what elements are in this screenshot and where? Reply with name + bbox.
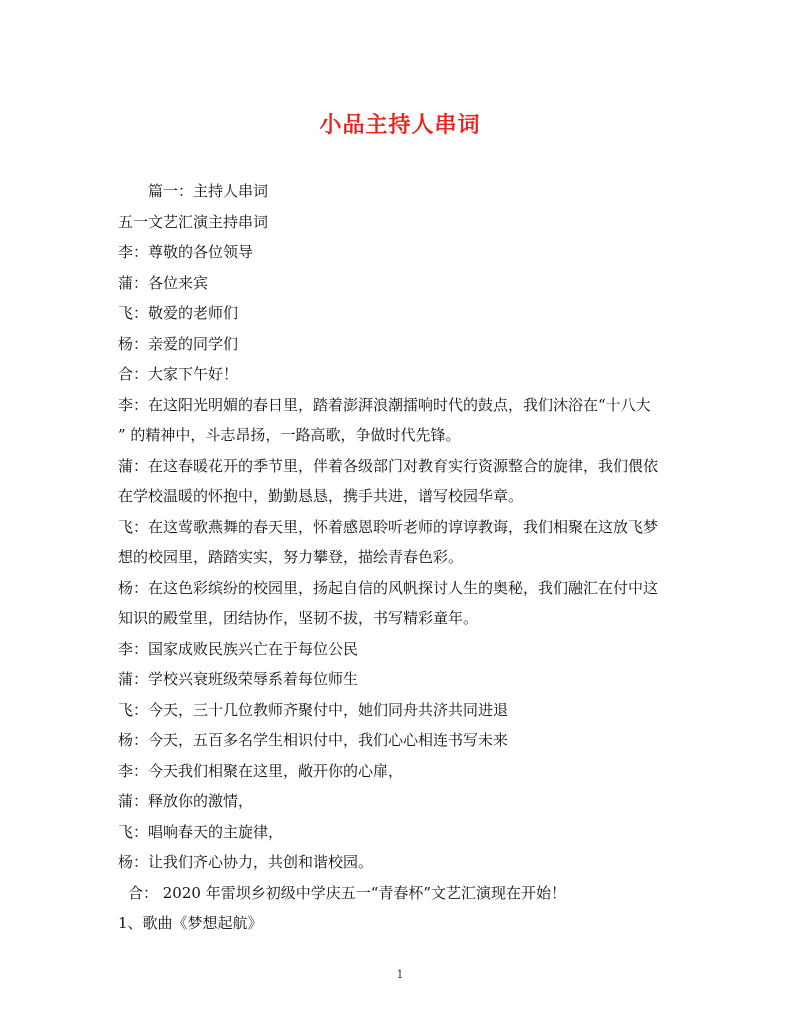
body-line: 飞：在这莺歌燕舞的春天里，怀着感恩聆听老师的谆谆教诲，我们相聚在这放飞梦 [118, 517, 659, 536]
body-line: 飞：今天，三十几位教师齐聚付中，她们同舟共济共同进退 [118, 700, 509, 719]
body-line: 合：大家下午好！ [118, 365, 239, 383]
body-line: 五一文艺汇演主持串词 [118, 212, 269, 231]
body-line: 杨：让我们齐心协力，共创和谐校园。 [118, 853, 374, 871]
page-number: 1 [396, 968, 404, 981]
body-line: 蒲：学校兴衰班级荣辱系着每位师生 [118, 670, 359, 688]
body-line: 杨：亲爱的同学们 [118, 334, 239, 353]
body-line: 蒲：在这春暖花开的季节里，伴着各级部门对教育实行资源整合的旋律，我们偎依 [118, 456, 659, 475]
body-line: ” 的精神中，斗志昂扬，一路高歌，争做时代先锋。 [118, 426, 461, 444]
document-body [118, 176, 693, 939]
body-line: 蒲：各位来宾 [118, 273, 209, 292]
body-line: 飞：敬爱的老师们 [118, 304, 239, 322]
body-line: 想的校园里，踏踏实实，努力攀登，描绘青春色彩。 [118, 548, 464, 566]
body-line: 飞：唱响春天的主旋律， [118, 822, 284, 841]
body-line: 李：尊敬的各位领导 [118, 243, 254, 261]
body-line: 在学校温暖的怀抱中，勤勤恳恳，携手共进，谱写校园华章。 [118, 487, 524, 505]
body-line: 杨：今天，五百多名学生相识付中，我们心心相连书写未来 [118, 731, 509, 749]
body-line: 1、歌曲《梦想起航》 [118, 914, 263, 932]
body-line: 篇一：主持人串词 [148, 182, 269, 200]
body-line: 蒲：释放你的激情， [118, 792, 254, 810]
page-title: 小品主持人串词 [319, 112, 481, 138]
body-line: 李：国家成败民族兴亡在于每位公民 [118, 639, 359, 658]
body-line: 李：今天我们相聚在这里，敞开你的心扉， [118, 761, 404, 780]
body-line: 杨：在这色彩缤纷的校园里，扬起自信的风帆探讨人生的奥秘，我们融汇在付中这 [118, 578, 659, 597]
body-line: 知识的殿堂里，团结协作，坚韧不拔，书写精彩童年。 [118, 609, 479, 627]
body-line: 合： 2020 年雷坝乡初级中学庆五一“青春杯”文艺汇演现在开始！ [128, 883, 567, 902]
body-line: 李：在这阳光明媚的春日里，踏着澎湃浪潮擂响时代的鼓点，我们沐浴在“十八大 [118, 395, 651, 414]
